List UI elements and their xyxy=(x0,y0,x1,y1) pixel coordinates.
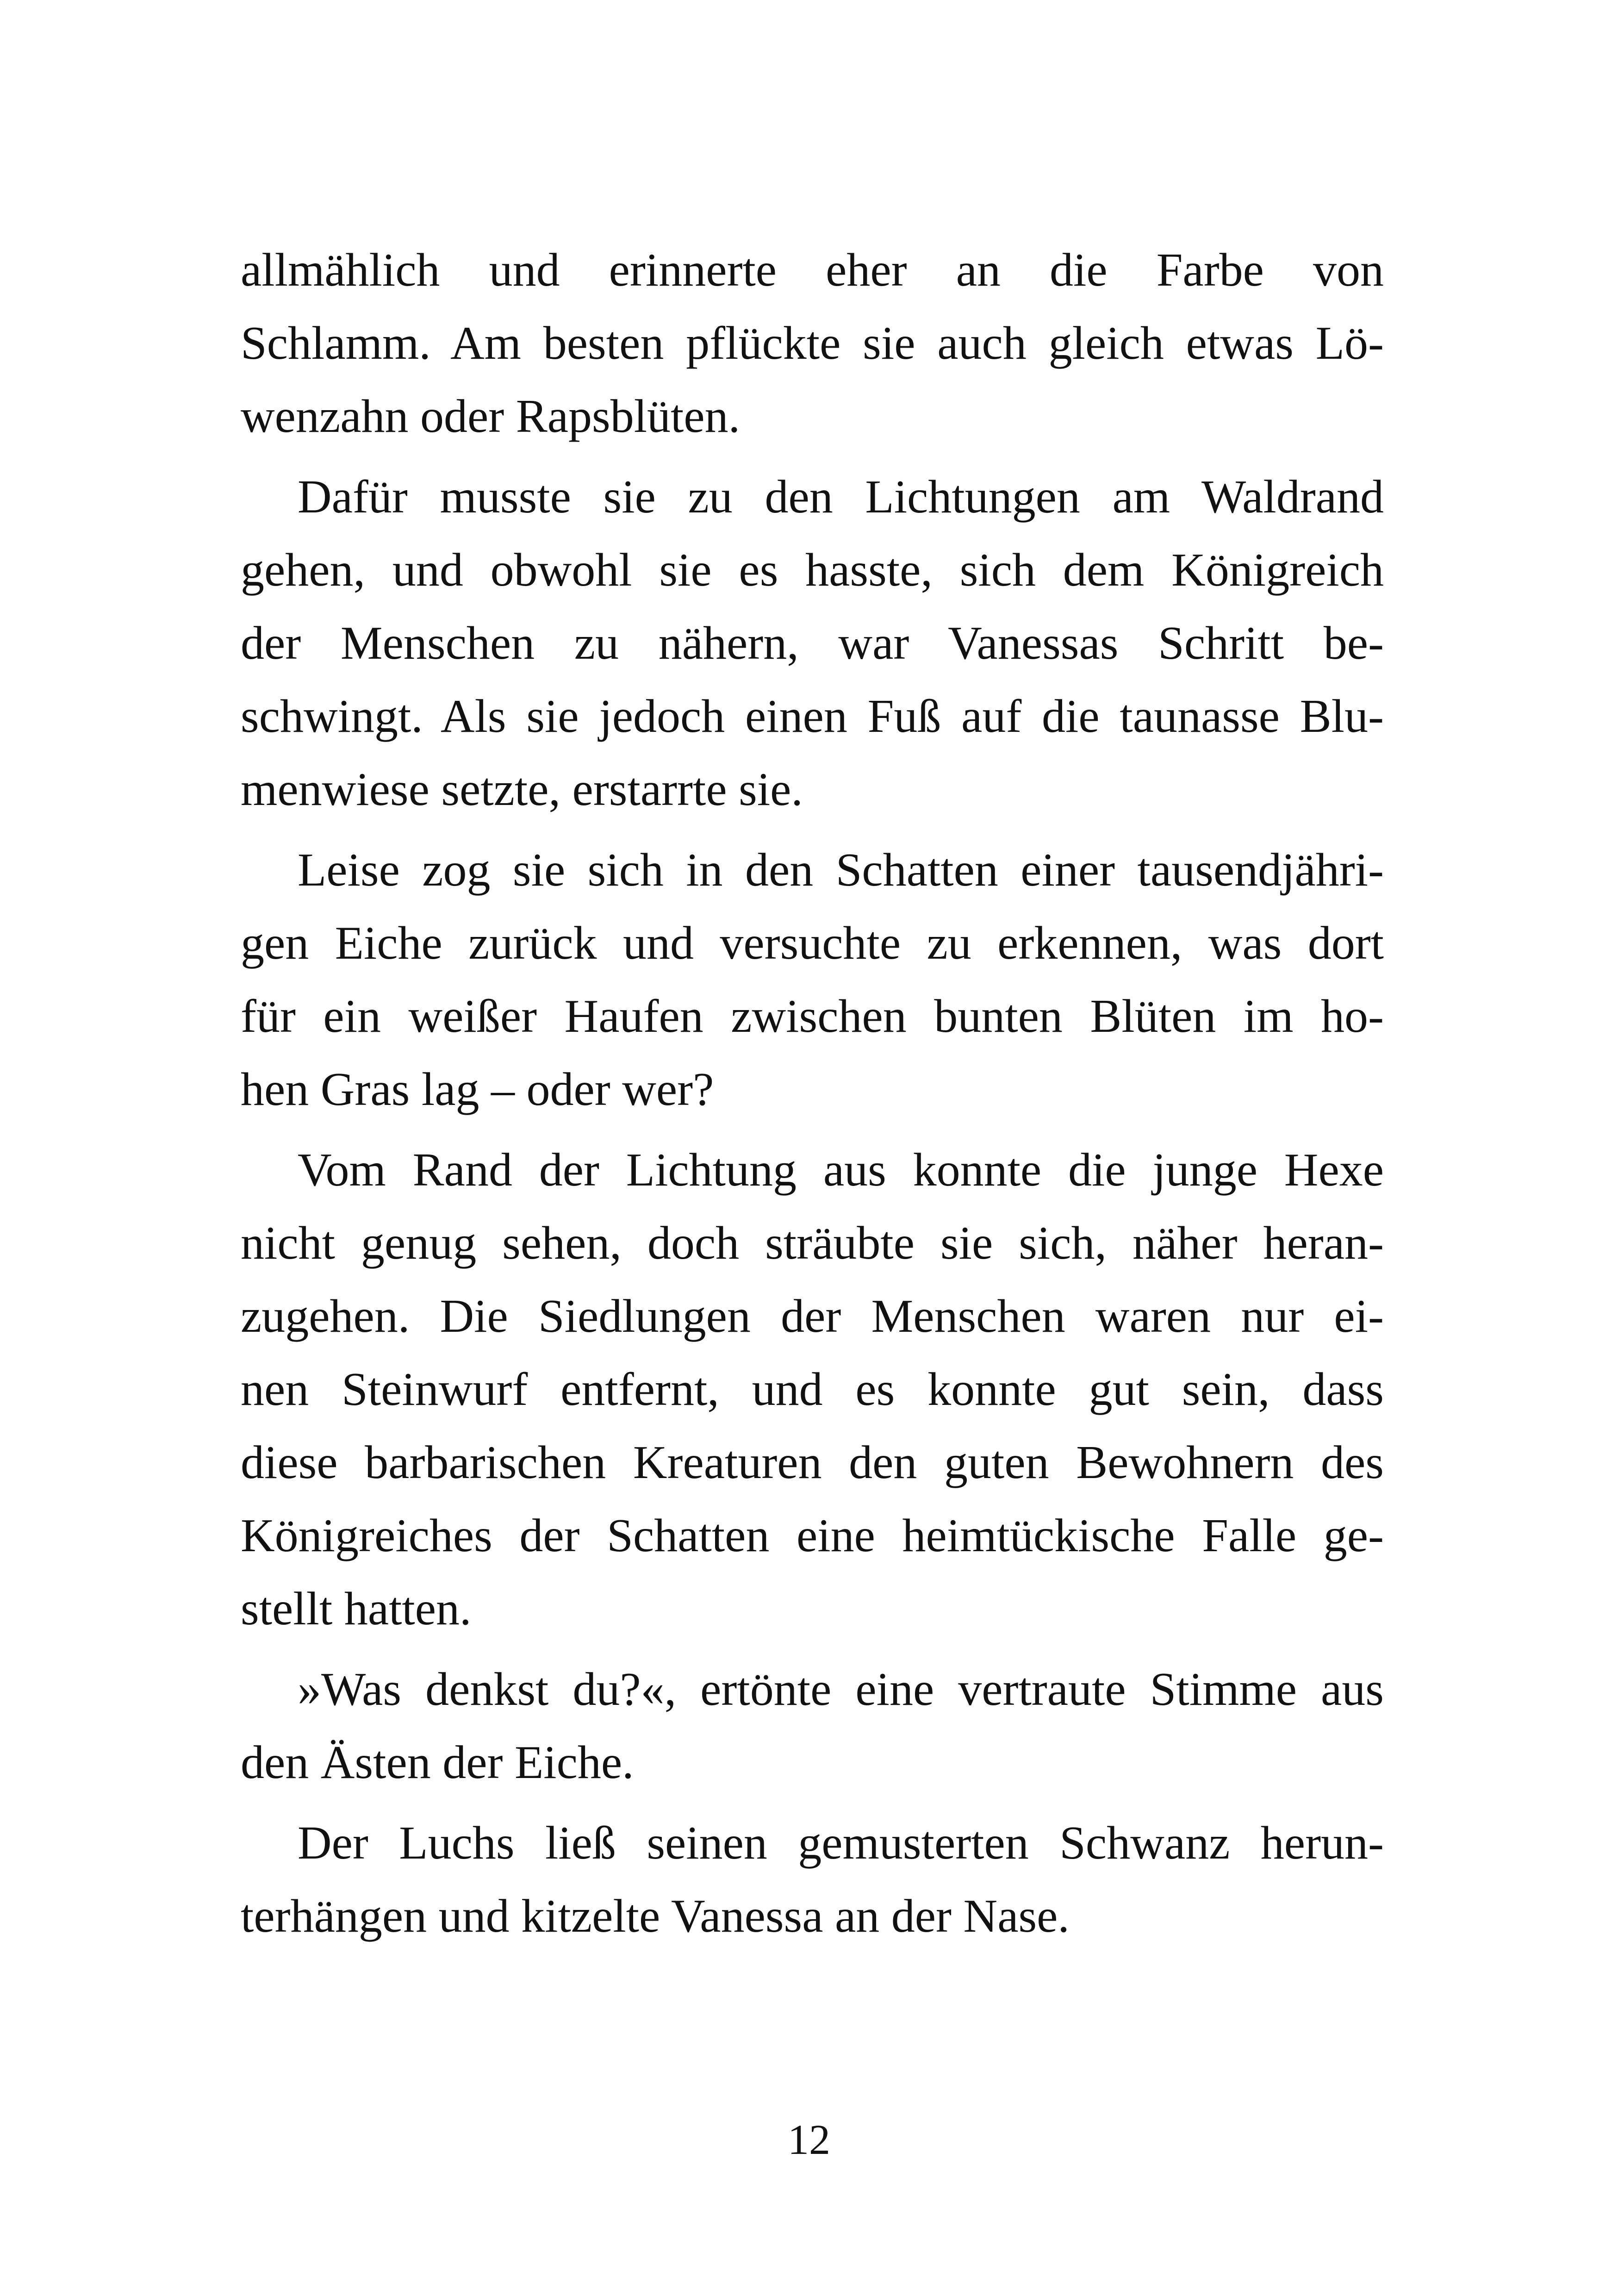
text-line: hen Gras lag – oder wer? xyxy=(241,1063,714,1116)
paragraph-first-line: »Was denkst du?«, ertönte eine vertraute Stimme aus xyxy=(298,1663,1384,1716)
text-line: wenzahn oder Rapsblüten. xyxy=(241,390,741,443)
paragraph-first-line: Dafür musste sie zu den Lichtungen am Waldrand xyxy=(298,471,1384,523)
text-line: gehen, und obwohl sie es hasste, sich dem Königreich xyxy=(241,544,1384,596)
text-line: zugehen. Die Siedlungen der Menschen waren nur ei- xyxy=(241,1290,1384,1342)
text-line: für ein weißer Haufen zwischen bunten Blüten im ho- xyxy=(241,990,1384,1042)
text-line: Schlamm. Am besten pflückte sie auch gleich etwas Lö- xyxy=(241,317,1384,369)
text-line: den Ästen der Eiche. xyxy=(241,1736,634,1789)
text-line: menwiese setzte, erstarrte sie. xyxy=(241,763,803,816)
text-line: der Menschen zu nähern, war Vanessas Schritt be- xyxy=(241,617,1384,669)
text-line: diese barbarischen Kreaturen den guten Bewohnern des xyxy=(241,1436,1384,1489)
paragraph-first-line: Der Luchs ließ seinen gemusterten Schwanz herun- xyxy=(298,1817,1384,1869)
text-line: terhängen und kitzelte Vanessa an der Nase. xyxy=(241,1890,1070,1942)
text-line: nen Steinwurf entfernt, und es konnte gut sein, dass xyxy=(241,1363,1384,1416)
body-text xyxy=(241,234,1384,1953)
page-number: 12 xyxy=(788,2116,830,2163)
text-line: Königreiches der Schatten eine heimtückische Falle ge- xyxy=(241,1510,1384,1562)
text-line: stellt hatten. xyxy=(241,1583,472,1635)
text-line: schwingt. Als sie jedoch einen Fuß auf die taunasse Blu- xyxy=(241,690,1384,742)
text-line: nicht genug sehen, doch sträubte sie sich, näher heran- xyxy=(241,1217,1384,1269)
text-line: gen Eiche zurück und versuchte zu erkennen, was dort xyxy=(241,917,1384,969)
text-line: allmählich und erinnerte eher an die Farbe von xyxy=(241,244,1384,296)
paragraph-first-line: Vom Rand der Lichtung aus konnte die junge Hexe xyxy=(298,1144,1384,1196)
paragraph-first-line: Leise zog sie sich in den Schatten einer tausendjähri- xyxy=(298,844,1384,896)
